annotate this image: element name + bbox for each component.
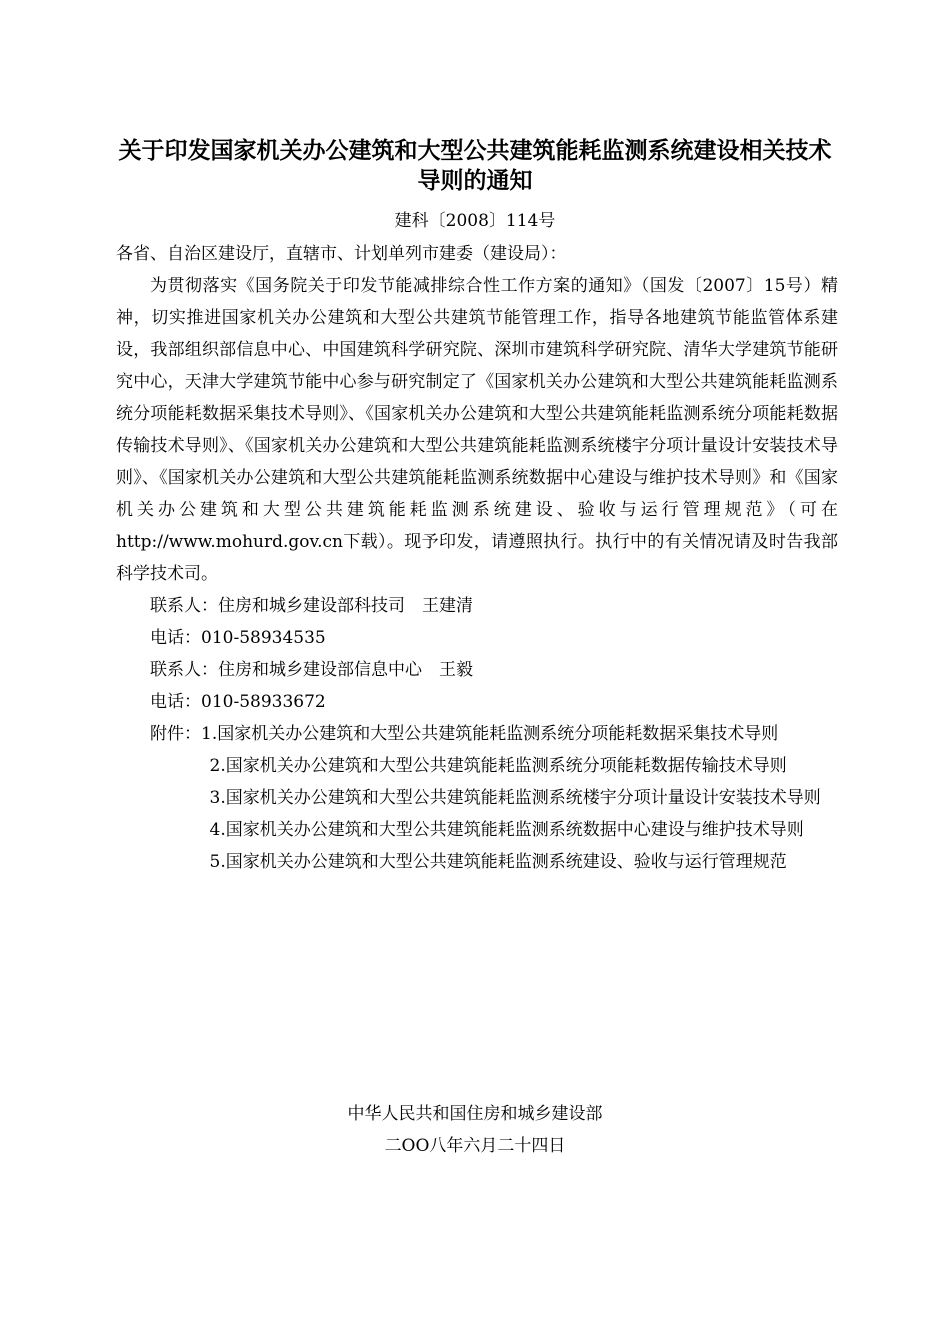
contact-line: 联系人：住房和城乡建设部信息中心 王毅: [150, 660, 473, 680]
attachment-item: 2.国家机关办公建筑和大型公共建筑能耗监测系统分项能耗数据传输技术导则: [209, 756, 787, 776]
salutation: 各省、自治区建设厅，直辖市、计划单列市建委（建设局）：: [116, 244, 567, 264]
attachment-item: 4.国家机关办公建筑和大型公共建筑能耗监测系统数据中心建设与维护技术导则: [209, 820, 804, 840]
phone-line: 电话：010-58934535: [150, 628, 326, 648]
document-number: 建科〔2008〕114号: [394, 211, 556, 231]
contact-line: 联系人：住房和城乡建设部科技司 王建清: [150, 596, 473, 616]
document-title: 关于印发国家机关办公建筑和大型公共建筑能耗监测系统建设相关技术导则的通知: [118, 138, 832, 194]
signature-block: [110, 1098, 840, 1162]
attachment-item: 附件：1.国家机关办公建筑和大型公共建筑能耗监测系统分项能耗数据采集技术导则: [150, 724, 779, 744]
phone-line: 电话：010-58933672: [150, 692, 326, 712]
attachment-item: 5.国家机关办公建筑和大型公共建筑能耗监测系统建设、验收与运行管理规范: [209, 852, 787, 872]
attachment-item: 3.国家机关办公建筑和大型公共建筑能耗监测系统楼宇分项计量设计安装技术导则: [209, 788, 821, 808]
issue-date: 二OO八年六月二十四日: [384, 1136, 566, 1156]
document-body: [116, 238, 838, 878]
body-paragraph: 为贯彻落实《国务院关于印发节能减排综合性工作方案的通知》（国发〔2007〕15号）精神，切实推进国家机关办公建筑和大型公共建筑节能管理工作，指导各地建筑节能监管体系建设，我部组织部信息中心、中国建筑科学研究院、深圳市建筑科学研究院、清华大学建筑节能研究中心，天津大学建筑节能中心参与研究制定了《国家机关办公建筑和大型公共建筑能耗监测系统分项能耗数据采集技术导则》、《国家机关办公建筑和大型公共建筑能耗监测系统分项能耗数据传输技术导则》、《国家机关办公建筑和大型公共建筑能耗监测系统楼宇分项计量设计安装技术导则》、《国家机关办公建筑和大型公共建筑能耗监测系统数据中心建设与维护技术导则》和《国家机关办公建筑和大型公共建筑能耗监测系统建设、验收与运行管理规范》（可在http://www.mohurd.gov.cn下载）。现予印发，请遵照执行。执行中的有关情况请及时告我部科学技术司。: [116, 276, 838, 584]
issuer-name: 中华人民共和国住房和城乡建设部: [347, 1104, 603, 1124]
